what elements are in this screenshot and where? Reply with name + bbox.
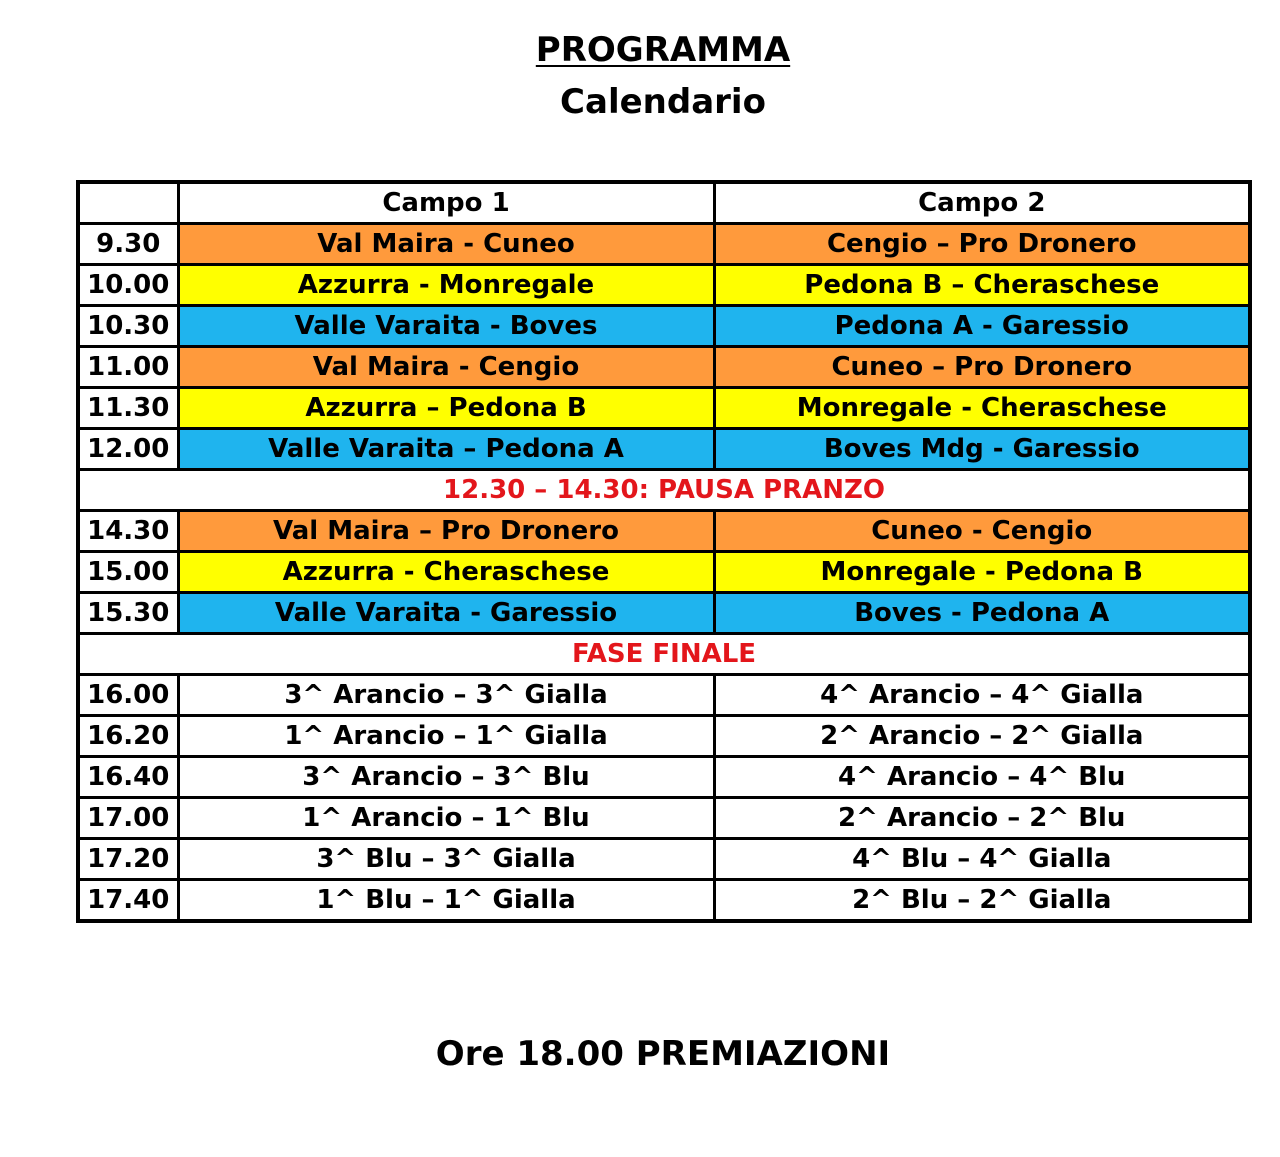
table-row bbox=[78, 306, 1250, 347]
header-time-cell bbox=[78, 182, 178, 224]
match-field1: 1^ Arancio – 1^ Gialla bbox=[178, 716, 714, 757]
time-cell: 14.30 bbox=[78, 511, 178, 552]
match-field1: Valle Varaita – Pedona A bbox=[178, 429, 714, 470]
table-row bbox=[78, 757, 1250, 798]
page-subtitle: Calendario bbox=[560, 82, 766, 122]
table-row bbox=[78, 224, 1250, 265]
lunch-break-label: 12.30 – 14.30: PAUSA PRANZO bbox=[78, 470, 1250, 511]
lunch-break-row bbox=[78, 470, 1250, 511]
match-field1: 3^ Arancio – 3^ Blu bbox=[178, 757, 714, 798]
table-row bbox=[78, 265, 1250, 306]
schedule-table bbox=[76, 180, 1252, 923]
time-cell: 11.30 bbox=[78, 388, 178, 429]
time-cell: 17.00 bbox=[78, 798, 178, 839]
table-row bbox=[78, 347, 1250, 388]
table-row bbox=[78, 552, 1250, 593]
page-title: PROGRAMMA bbox=[535, 30, 791, 70]
table-row bbox=[78, 388, 1250, 429]
match-field2: 2^ Arancio – 2^ Blu bbox=[714, 798, 1250, 839]
match-field2: 4^ Arancio – 4^ Gialla bbox=[714, 675, 1250, 716]
match-field2: Boves Mdg - Garessio bbox=[714, 429, 1250, 470]
match-field1: Valle Varaita - Boves bbox=[178, 306, 714, 347]
match-field2: Monregale - Cheraschese bbox=[714, 388, 1250, 429]
header-field1: Campo 1 bbox=[178, 182, 714, 224]
match-field2: Pedona B – Cheraschese bbox=[714, 265, 1250, 306]
match-field2: 2^ Arancio – 2^ Gialla bbox=[714, 716, 1250, 757]
match-field1: Val Maira - Cuneo bbox=[178, 224, 714, 265]
time-cell: 16.20 bbox=[78, 716, 178, 757]
table-row bbox=[78, 880, 1250, 922]
time-cell: 16.00 bbox=[78, 675, 178, 716]
table-row bbox=[78, 429, 1250, 470]
time-cell: 10.30 bbox=[78, 306, 178, 347]
match-field2: Pedona A - Garessio bbox=[714, 306, 1250, 347]
match-field1: Valle Varaita - Garessio bbox=[178, 593, 714, 634]
time-cell: 15.00 bbox=[78, 552, 178, 593]
match-field1: 3^ Blu – 3^ Gialla bbox=[178, 839, 714, 880]
header-row bbox=[78, 182, 1250, 224]
time-cell: 10.00 bbox=[78, 265, 178, 306]
awards-note: Ore 18.00 PREMIAZIONI bbox=[435, 1034, 891, 1074]
match-field2: Cuneo - Cengio bbox=[714, 511, 1250, 552]
match-field2: 2^ Blu – 2^ Gialla bbox=[714, 880, 1250, 922]
match-field2: Cuneo – Pro Dronero bbox=[714, 347, 1250, 388]
table-row bbox=[78, 798, 1250, 839]
table-row bbox=[78, 511, 1250, 552]
match-field2: 4^ Arancio – 4^ Blu bbox=[714, 757, 1250, 798]
table-row bbox=[78, 593, 1250, 634]
time-cell: 15.30 bbox=[78, 593, 178, 634]
match-field2: Cengio – Pro Dronero bbox=[714, 224, 1250, 265]
table-row bbox=[78, 675, 1250, 716]
match-field2: 4^ Blu – 4^ Gialla bbox=[714, 839, 1250, 880]
match-field1: Val Maira – Pro Dronero bbox=[178, 511, 714, 552]
final-phase-label: FASE FINALE bbox=[78, 634, 1250, 675]
match-field1: Azzurra - Monregale bbox=[178, 265, 714, 306]
table-row bbox=[78, 716, 1250, 757]
match-field1: 1^ Arancio – 1^ Blu bbox=[178, 798, 714, 839]
match-field1: 1^ Blu – 1^ Gialla bbox=[178, 880, 714, 922]
match-field1: Azzurra - Cheraschese bbox=[178, 552, 714, 593]
time-cell: 17.40 bbox=[78, 880, 178, 922]
time-cell: 16.40 bbox=[78, 757, 178, 798]
time-cell: 9.30 bbox=[78, 224, 178, 265]
time-cell: 11.00 bbox=[78, 347, 178, 388]
table-row bbox=[78, 839, 1250, 880]
final-phase-row bbox=[78, 634, 1250, 675]
time-cell: 12.00 bbox=[78, 429, 178, 470]
time-cell: 17.20 bbox=[78, 839, 178, 880]
match-field2: Monregale - Pedona B bbox=[714, 552, 1250, 593]
header-field2: Campo 2 bbox=[714, 182, 1250, 224]
match-field1: Val Maira - Cengio bbox=[178, 347, 714, 388]
match-field1: Azzurra – Pedona B bbox=[178, 388, 714, 429]
match-field1: 3^ Arancio – 3^ Gialla bbox=[178, 675, 714, 716]
match-field2: Boves - Pedona A bbox=[714, 593, 1250, 634]
